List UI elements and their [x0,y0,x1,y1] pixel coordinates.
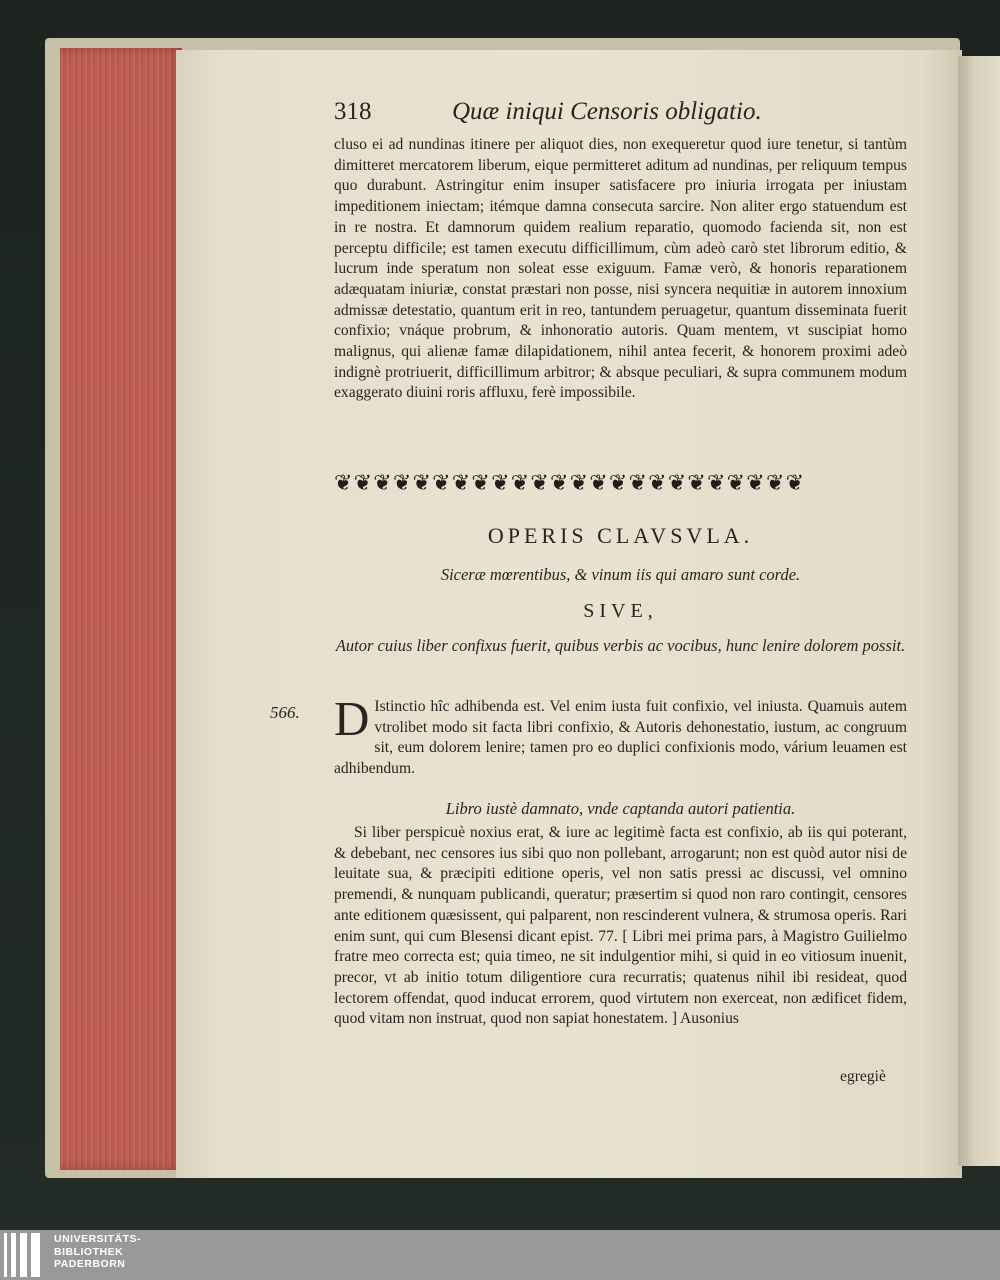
logo-line: UNIVERSITÄTS- [54,1233,142,1245]
library-logo-icon [4,1233,46,1277]
sive-heading: SIVE, [583,600,658,622]
dropcap: D [334,691,370,746]
logo-line: PADERBORN [54,1258,126,1270]
subtitle: Autor cuius liber confixus fuerit, quibus verbis ac vocibus, hunc lenire dolorem possit. [335,636,906,655]
book-page-edges [60,48,182,1170]
library-logo-text [54,1233,141,1271]
catchword: egregiè [840,1068,886,1085]
paragraph-3: Si liber perspicuè noxius erat, & iure ac legitimè facta est confixio, ab iis qui poterant, & debebant, nec censores ius sibi quo non pollebant, arrogarunt; non est quòd autor nisi de leuitate sua, & præcipiti editione operis, vel non satis pressi ac discussi, vel omnino premendi, & nunquam publicandi, queratur; præsertim si quod non raro contingit, censores ante editionem quæsissent, qui palparent, non rescinderent vulnera, & strumosa operis. Rari enim sunt, qui cum Blesensi dicant epist. 77. [ Libri mei prima pars, à Magistro Guilielmo fratre meo correcta est; quia timeo, ne sit indulgentior mihi, si quid in eo vitiosum inuenit, precor, vt ab initio totum diligentiore cura recurratis; quatenus nihil ibi resideat, quod lectorem offendat, quod inducat errorem, quod virtutem non exerceat, non ædificet fidem, quod vitam non instruat, quod non sapiat honestatem. ] Ausonius [334,824,907,1028]
ornament-band: ❦❦❦❦❦❦❦❦❦❦❦❦❦❦❦❦❦❦❦❦❦❦❦❦ [334,470,806,495]
paragraph-2 [334,691,907,780]
footer-bar [0,1230,1000,1280]
motto: Siceræ mœrentibus, & vinum iis qui amaro sunt corde. [440,565,801,584]
running-title: Quæ iniqui Censoris obligatio. [452,98,762,125]
logo-line: BIBLIOTHEK [54,1245,124,1258]
paragraph-2-text: Istinctio hîc adhibenda est. Vel enim iusta fuit confixio, vel iniusta. Quamuis autem vtrolibet modo sit facta libri confixio, & Autoris dehonestatio, iustum, ac congruum sit, eum dolorem lenire; tamen pro eo duplici confixionis modo, várium leuamen est adhibendum. [334,698,907,778]
section-heading: OPERIS CLAVSVLA. [487,523,754,548]
facing-page-edge [958,56,1000,1166]
margin-number: 566. [270,703,300,722]
paragraph-1: cluso ei ad nundinas itinere per aliquot dies, non exequeretur quod iure tenetur, si tantùm dimitteret mercatorem liberum, eique permitteret aditum ad nundinas, per reliquum tempus quo durabunt. Astringitur enim insuper satisfacere pro iniuria irrogata per iniustam impeditionem iniectam; itémque damna consecuta sarcire. Non aliter ergo statuendum est in re nostra. Et damnorum quidem realium reparatio, quomodo facienda sit, non est perceptu difficile; est tamen executu difficillimum, cùm adeò carò stet librorum editio, & lucrum inde speratum non soleat esse exiguum. Famæ verò, & honoris reparationem adæquatam iniuriæ, constat præstari non posse, nisi syncera nequitiæ in autorem innoxium admissæ detestatio, quantum erit in reo, tantundem peruagetur, quantum disseminata fuerit confixio; vnáque probrum, & inhonoratio autoris. Quam mentem, vt suscipiat homo malignus, qui alienæ famæ dilapidationem, nihil antea fecerit, & honorem proximi adeò indignè protriuerit, difficillimum arbitror; & absque peculiari, & supra communem modum exaggerato diuini roris affluxu, ferè impossibile. [334,136,907,402]
subheading: Libro iustè damnato, vnde captanda autori patientia. [445,799,796,818]
page-number: 318 [334,98,372,125]
